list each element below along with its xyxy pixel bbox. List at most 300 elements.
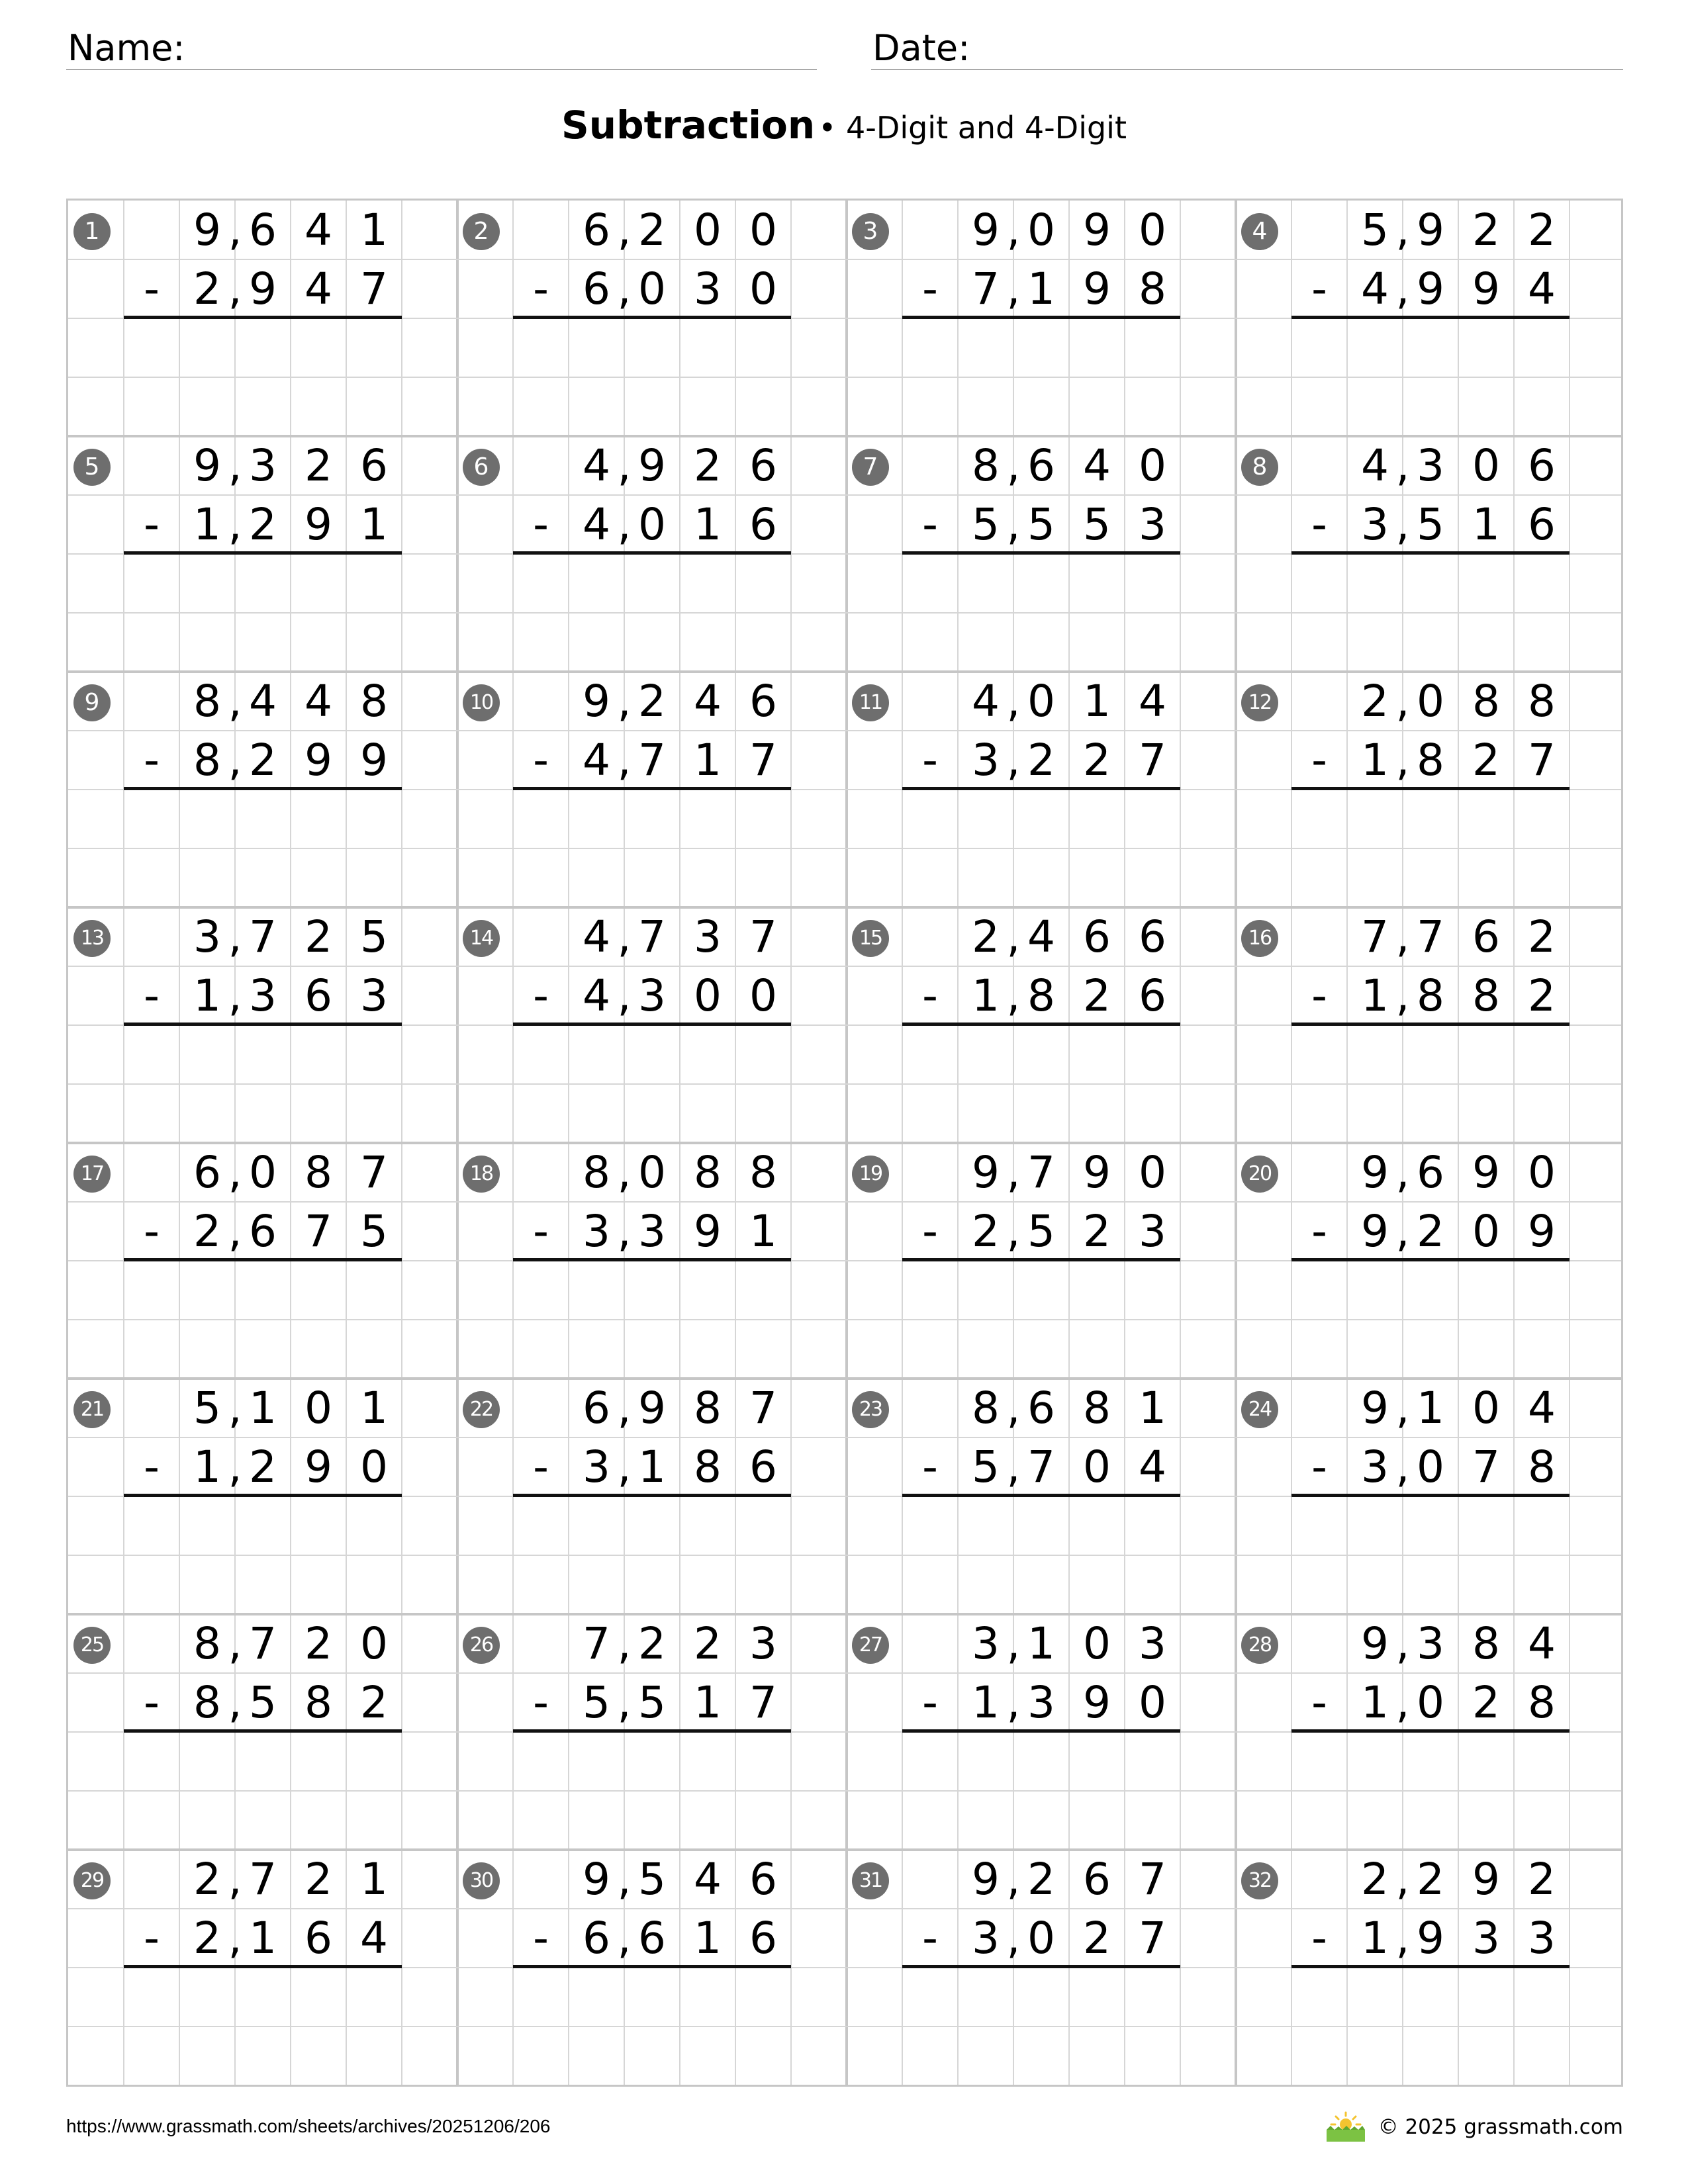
answer-line bbox=[1291, 1965, 1570, 1968]
digit: 2 bbox=[1528, 1854, 1556, 1905]
digit: 5 bbox=[360, 1206, 388, 1257]
digit: 3 bbox=[694, 911, 722, 962]
problem-24 bbox=[1236, 1379, 1625, 1614]
problem-32 bbox=[1236, 1850, 1625, 2085]
digit: 0 bbox=[749, 205, 777, 255]
problem-grid bbox=[66, 199, 1623, 2087]
problem-number-badge: 26 bbox=[463, 1627, 500, 1664]
digit: 6 bbox=[749, 1913, 777, 1964]
digit: 7 bbox=[749, 1383, 777, 1433]
digit: 1 bbox=[694, 1677, 722, 1728]
minuend bbox=[1291, 672, 1570, 731]
digit: 9 bbox=[1472, 1147, 1500, 1198]
subtrahend bbox=[902, 495, 1180, 554]
digit: 0 bbox=[1139, 440, 1166, 491]
digit: 2 bbox=[1027, 1854, 1055, 1905]
answer-line bbox=[513, 551, 791, 555]
digit: 1 bbox=[638, 1441, 666, 1492]
digit: 1 bbox=[249, 1383, 277, 1433]
digit: 1 bbox=[749, 1206, 777, 1257]
digit: 0 bbox=[749, 263, 777, 314]
digit: 1 bbox=[360, 1854, 388, 1905]
digit: 3 bbox=[1361, 1441, 1389, 1492]
digit: 4 bbox=[583, 499, 610, 550]
minuend bbox=[124, 1850, 402, 1909]
subtrahend bbox=[124, 966, 402, 1025]
answer-line bbox=[513, 316, 791, 319]
problem-22 bbox=[457, 1379, 847, 1614]
thousands-separator: , bbox=[228, 1383, 242, 1433]
thousands-separator: , bbox=[617, 205, 632, 255]
minuend bbox=[513, 1379, 791, 1437]
digit: 4 bbox=[1528, 1618, 1556, 1669]
answer-line bbox=[513, 1729, 791, 1733]
digit: 1 bbox=[360, 499, 388, 550]
problem-number-badge: 29 bbox=[73, 1862, 111, 1899]
problem-7 bbox=[847, 436, 1236, 672]
problem-6 bbox=[457, 436, 847, 672]
digit: 3 bbox=[583, 1441, 610, 1492]
answer-line bbox=[902, 316, 1180, 319]
answer-line bbox=[513, 1965, 791, 1968]
subtrahend bbox=[1291, 731, 1570, 790]
digit: 2 bbox=[193, 1913, 221, 1964]
digit: 0 bbox=[1139, 1147, 1166, 1198]
digit: 3 bbox=[1417, 1618, 1444, 1669]
minuend bbox=[1291, 907, 1570, 966]
problem-number-badge: 25 bbox=[73, 1627, 111, 1664]
digit: 2 bbox=[1083, 1913, 1111, 1964]
problem-2 bbox=[457, 201, 847, 436]
digit: 2 bbox=[1083, 735, 1111, 786]
minuend bbox=[1291, 436, 1570, 495]
digit: 8 bbox=[305, 1147, 332, 1198]
digit: 9 bbox=[193, 205, 221, 255]
digit: 7 bbox=[360, 1147, 388, 1198]
digit: 8 bbox=[972, 1383, 1000, 1433]
minus-sign: - bbox=[1311, 1677, 1327, 1728]
digit: 3 bbox=[749, 1618, 777, 1669]
thousands-separator: , bbox=[228, 1677, 242, 1728]
digit: 0 bbox=[1027, 1913, 1055, 1964]
minus-sign: - bbox=[533, 735, 549, 786]
minuend bbox=[902, 1614, 1180, 1673]
digit: 3 bbox=[1139, 1618, 1166, 1669]
thousands-separator: , bbox=[1395, 1854, 1410, 1905]
answer-line bbox=[124, 316, 402, 319]
minus-sign: - bbox=[533, 499, 549, 550]
digit: 0 bbox=[1083, 1618, 1111, 1669]
thousands-separator: , bbox=[1006, 1383, 1021, 1433]
minuend bbox=[1291, 1143, 1570, 1202]
digit: 2 bbox=[360, 1677, 388, 1728]
digit: 2 bbox=[249, 735, 277, 786]
digit: 9 bbox=[305, 499, 332, 550]
digit: 5 bbox=[193, 1383, 221, 1433]
subtrahend bbox=[124, 495, 402, 554]
digit: 7 bbox=[249, 1618, 277, 1669]
thousands-separator: , bbox=[1006, 735, 1021, 786]
subtrahend bbox=[1291, 1202, 1570, 1261]
digit: 6 bbox=[249, 1206, 277, 1257]
digit: 2 bbox=[193, 1854, 221, 1905]
digit: 4 bbox=[305, 263, 332, 314]
digit: 6 bbox=[1139, 970, 1166, 1021]
digit: 2 bbox=[1472, 205, 1500, 255]
thousands-separator: , bbox=[1006, 1854, 1021, 1905]
footer-url[interactable]: https://www.grassmath.com/sheets/archives/20251206/206 bbox=[66, 2116, 551, 2136]
thousands-separator: , bbox=[1395, 911, 1410, 962]
digit: 0 bbox=[1472, 440, 1500, 491]
digit: 0 bbox=[249, 1147, 277, 1198]
digit: 6 bbox=[749, 440, 777, 491]
minus-sign: - bbox=[922, 1677, 938, 1728]
digit: 2 bbox=[638, 676, 666, 727]
digit: 3 bbox=[972, 1618, 1000, 1669]
problem-31 bbox=[847, 1850, 1236, 2085]
problem-4 bbox=[1236, 201, 1625, 436]
subtrahend bbox=[1291, 495, 1570, 554]
digit: 0 bbox=[1027, 205, 1055, 255]
minuend bbox=[513, 1614, 791, 1673]
digit: 6 bbox=[1027, 1383, 1055, 1433]
thousands-separator: , bbox=[1006, 499, 1021, 550]
minuend bbox=[1291, 1614, 1570, 1673]
minus-sign: - bbox=[922, 499, 938, 550]
problem-number-badge: 13 bbox=[73, 920, 111, 957]
problem-number-badge: 22 bbox=[463, 1391, 500, 1428]
digit: 4 bbox=[583, 440, 610, 491]
digit: 2 bbox=[1361, 1854, 1389, 1905]
problem-number-badge: 19 bbox=[852, 1156, 889, 1193]
digit: 5 bbox=[360, 911, 388, 962]
digit: 7 bbox=[249, 1854, 277, 1905]
problem-5 bbox=[68, 436, 457, 672]
digit: 1 bbox=[193, 499, 221, 550]
subtrahend bbox=[124, 259, 402, 318]
problem-number-badge: 18 bbox=[463, 1156, 500, 1193]
name-field[interactable] bbox=[66, 24, 817, 70]
thousands-separator: , bbox=[228, 263, 242, 314]
digit: 1 bbox=[1361, 1677, 1389, 1728]
digit: 1 bbox=[193, 970, 221, 1021]
minuend bbox=[513, 907, 791, 966]
digit: 0 bbox=[1528, 1147, 1556, 1198]
minus-sign: - bbox=[1311, 1913, 1327, 1964]
digit: 8 bbox=[694, 1383, 722, 1433]
answer-line bbox=[513, 1494, 791, 1497]
digit: 6 bbox=[1027, 440, 1055, 491]
digit: 0 bbox=[360, 1618, 388, 1669]
digit: 2 bbox=[249, 499, 277, 550]
digit: 8 bbox=[1472, 970, 1500, 1021]
digit: 8 bbox=[1083, 1383, 1111, 1433]
digit: 7 bbox=[749, 1677, 777, 1728]
digit: 0 bbox=[1472, 1383, 1500, 1433]
problem-number-badge: 10 bbox=[463, 684, 500, 721]
digit: 6 bbox=[749, 1854, 777, 1905]
worksheet-title bbox=[0, 103, 1688, 148]
digit: 2 bbox=[193, 263, 221, 314]
problem-16 bbox=[1236, 907, 1625, 1143]
digit: 8 bbox=[694, 1147, 722, 1198]
answer-line bbox=[1291, 787, 1570, 790]
digit: 7 bbox=[1139, 1913, 1166, 1964]
digit: 8 bbox=[193, 735, 221, 786]
digit: 9 bbox=[583, 1854, 610, 1905]
problem-number-badge: 28 bbox=[1241, 1627, 1278, 1664]
digit: 6 bbox=[249, 205, 277, 255]
thousands-separator: , bbox=[1395, 1913, 1410, 1964]
subtrahend bbox=[513, 731, 791, 790]
problem-number-badge: 16 bbox=[1241, 920, 1278, 957]
digit: 7 bbox=[305, 1206, 332, 1257]
digit: 2 bbox=[1417, 1206, 1444, 1257]
digit: 1 bbox=[360, 205, 388, 255]
minus-sign: - bbox=[1311, 1441, 1327, 1492]
digit: 2 bbox=[193, 1206, 221, 1257]
digit: 6 bbox=[1139, 911, 1166, 962]
digit: 2 bbox=[305, 440, 332, 491]
problem-number-badge: 8 bbox=[1241, 449, 1278, 486]
subtrahend bbox=[513, 259, 791, 318]
thousands-separator: , bbox=[1006, 1677, 1021, 1728]
digit: 2 bbox=[1083, 970, 1111, 1021]
digit: 6 bbox=[1417, 1147, 1444, 1198]
thousands-separator: , bbox=[617, 1147, 632, 1198]
minus-sign: - bbox=[1311, 1206, 1327, 1257]
digit: 6 bbox=[193, 1147, 221, 1198]
digit: 9 bbox=[583, 676, 610, 727]
thousands-separator: , bbox=[1395, 970, 1410, 1021]
thousands-separator: , bbox=[617, 1383, 632, 1433]
digit: 9 bbox=[1361, 1383, 1389, 1433]
problem-number-badge: 6 bbox=[463, 449, 500, 486]
minus-sign: - bbox=[533, 1913, 549, 1964]
digit: 9 bbox=[1361, 1206, 1389, 1257]
problem-19 bbox=[847, 1143, 1236, 1379]
problem-14 bbox=[457, 907, 847, 1143]
thousands-separator: , bbox=[228, 911, 242, 962]
digit: 3 bbox=[360, 970, 388, 1021]
digit: 2 bbox=[1528, 205, 1556, 255]
subtrahend bbox=[124, 1437, 402, 1496]
digit: 2 bbox=[694, 440, 722, 491]
digit: 2 bbox=[249, 1441, 277, 1492]
digit: 8 bbox=[193, 1618, 221, 1669]
minus-sign: - bbox=[533, 1677, 549, 1728]
digit: 5 bbox=[1417, 499, 1444, 550]
subtrahend bbox=[513, 1437, 791, 1496]
thousands-separator: , bbox=[228, 1913, 242, 1964]
digit: 4 bbox=[583, 735, 610, 786]
digit: 8 bbox=[193, 1677, 221, 1728]
answer-line bbox=[902, 1023, 1180, 1026]
digit: 7 bbox=[1472, 1441, 1500, 1492]
digit: 4 bbox=[1139, 1441, 1166, 1492]
problem-number-badge: 21 bbox=[73, 1391, 111, 1428]
digit: 1 bbox=[1027, 263, 1055, 314]
digit: 4 bbox=[305, 676, 332, 727]
digit: 5 bbox=[638, 1677, 666, 1728]
problem-number-badge: 15 bbox=[852, 920, 889, 957]
answer-line bbox=[1291, 551, 1570, 555]
digit: 2 bbox=[1027, 735, 1055, 786]
problem-number-badge: 32 bbox=[1241, 1862, 1278, 1899]
digit: 1 bbox=[972, 970, 1000, 1021]
digit: 8 bbox=[1417, 970, 1444, 1021]
answer-line bbox=[1291, 1023, 1570, 1026]
minuend bbox=[124, 1143, 402, 1202]
answer-line bbox=[513, 1258, 791, 1261]
digit: 7 bbox=[583, 1618, 610, 1669]
problem-10 bbox=[457, 672, 847, 907]
subtrahend bbox=[124, 1909, 402, 1968]
problem-number-badge: 9 bbox=[73, 684, 111, 721]
digit: 5 bbox=[1027, 499, 1055, 550]
digit: 1 bbox=[1361, 1913, 1389, 1964]
digit: 1 bbox=[694, 1913, 722, 1964]
digit: 4 bbox=[1361, 263, 1389, 314]
digit: 8 bbox=[1472, 1618, 1500, 1669]
digit: 4 bbox=[360, 1913, 388, 1964]
digit: 9 bbox=[1417, 205, 1444, 255]
digit: 1 bbox=[249, 1913, 277, 1964]
digit: 8 bbox=[305, 1677, 332, 1728]
digit: 0 bbox=[638, 1147, 666, 1198]
minus-sign: - bbox=[144, 970, 160, 1021]
digit: 0 bbox=[694, 970, 722, 1021]
thousands-separator: , bbox=[1006, 1441, 1021, 1492]
problem-number-badge: 4 bbox=[1241, 213, 1278, 250]
thousands-separator: , bbox=[228, 735, 242, 786]
digit: 1 bbox=[1472, 499, 1500, 550]
problem-number-badge: 31 bbox=[852, 1862, 889, 1899]
digit: 9 bbox=[305, 1441, 332, 1492]
minuend bbox=[124, 672, 402, 731]
thousands-separator: , bbox=[617, 970, 632, 1021]
digit: 4 bbox=[1528, 263, 1556, 314]
date-label: Date: bbox=[872, 27, 970, 69]
thousands-separator: , bbox=[617, 735, 632, 786]
subtrahend bbox=[513, 966, 791, 1025]
thousands-separator: , bbox=[228, 499, 242, 550]
digit: 4 bbox=[1027, 911, 1055, 962]
problem-27 bbox=[847, 1614, 1236, 1850]
minus-sign: - bbox=[1311, 735, 1327, 786]
thousands-separator: , bbox=[617, 1854, 632, 1905]
digit: 4 bbox=[249, 676, 277, 727]
digit: 7 bbox=[749, 911, 777, 962]
digit: 6 bbox=[1083, 1854, 1111, 1905]
thousands-separator: , bbox=[1006, 1618, 1021, 1669]
digit: 0 bbox=[749, 970, 777, 1021]
thousands-separator: , bbox=[1395, 735, 1410, 786]
digit: 7 bbox=[638, 911, 666, 962]
subtrahend bbox=[1291, 966, 1570, 1025]
problem-20 bbox=[1236, 1143, 1625, 1379]
thousands-separator: , bbox=[228, 1618, 242, 1669]
digit: 5 bbox=[638, 1854, 666, 1905]
thousands-separator: , bbox=[228, 440, 242, 491]
subtrahend bbox=[124, 1673, 402, 1732]
digit: 8 bbox=[583, 1147, 610, 1198]
digit: 0 bbox=[1027, 676, 1055, 727]
minus-sign: - bbox=[922, 970, 938, 1021]
thousands-separator: , bbox=[617, 1206, 632, 1257]
digit: 9 bbox=[1361, 1618, 1389, 1669]
minuend bbox=[513, 201, 791, 259]
digit: 7 bbox=[749, 735, 777, 786]
digit: 8 bbox=[1528, 1441, 1556, 1492]
digit: 9 bbox=[694, 1206, 722, 1257]
digit: 4 bbox=[1083, 440, 1111, 491]
problem-28 bbox=[1236, 1614, 1625, 1850]
thousands-separator: , bbox=[228, 676, 242, 727]
digit: 9 bbox=[305, 735, 332, 786]
minuend bbox=[1291, 1850, 1570, 1909]
answer-line bbox=[124, 787, 402, 790]
minus-sign: - bbox=[533, 263, 549, 314]
digit: 7 bbox=[1139, 735, 1166, 786]
digit: 9 bbox=[1472, 263, 1500, 314]
digit: 0 bbox=[1472, 1206, 1500, 1257]
digit: 4 bbox=[1528, 1383, 1556, 1433]
digit: 0 bbox=[694, 205, 722, 255]
digit: 8 bbox=[1027, 970, 1055, 1021]
digit: 7 bbox=[1027, 1147, 1055, 1198]
digit: 4 bbox=[972, 676, 1000, 727]
problem-number-badge: 27 bbox=[852, 1627, 889, 1664]
digit: 8 bbox=[193, 676, 221, 727]
problem-8 bbox=[1236, 436, 1625, 672]
digit: 3 bbox=[1027, 1677, 1055, 1728]
digit: 6 bbox=[1528, 440, 1556, 491]
thousands-separator: , bbox=[1006, 1206, 1021, 1257]
minus-sign: - bbox=[922, 1913, 938, 1964]
problem-number-badge: 3 bbox=[852, 213, 889, 250]
thousands-separator: , bbox=[1006, 1913, 1021, 1964]
digit: 2 bbox=[1528, 970, 1556, 1021]
subtrahend bbox=[1291, 1673, 1570, 1732]
subtrahend bbox=[902, 1673, 1180, 1732]
problem-number-badge: 20 bbox=[1241, 1156, 1278, 1193]
digit: 2 bbox=[305, 1618, 332, 1669]
digit: 7 bbox=[1417, 911, 1444, 962]
digit: 3 bbox=[638, 1206, 666, 1257]
digit: 3 bbox=[972, 1913, 1000, 1964]
minus-sign: - bbox=[1311, 263, 1327, 314]
thousands-separator: , bbox=[228, 1441, 242, 1492]
thousands-separator: , bbox=[1395, 1147, 1410, 1198]
digit: 3 bbox=[1472, 1913, 1500, 1964]
subtrahend bbox=[124, 731, 402, 790]
thousands-separator: , bbox=[1395, 1383, 1410, 1433]
problem-number-badge: 2 bbox=[463, 213, 500, 250]
digit: 2 bbox=[972, 911, 1000, 962]
digit: 9 bbox=[193, 440, 221, 491]
digit: 9 bbox=[638, 1383, 666, 1433]
date-field[interactable] bbox=[871, 24, 1623, 70]
digit: 9 bbox=[1417, 1913, 1444, 1964]
thousands-separator: , bbox=[1395, 1206, 1410, 1257]
digit: 2 bbox=[638, 1618, 666, 1669]
answer-line bbox=[902, 1965, 1180, 1968]
digit: 9 bbox=[972, 1854, 1000, 1905]
digit: 9 bbox=[1472, 1854, 1500, 1905]
subtrahend bbox=[1291, 1437, 1570, 1496]
thousands-separator: , bbox=[1006, 676, 1021, 727]
